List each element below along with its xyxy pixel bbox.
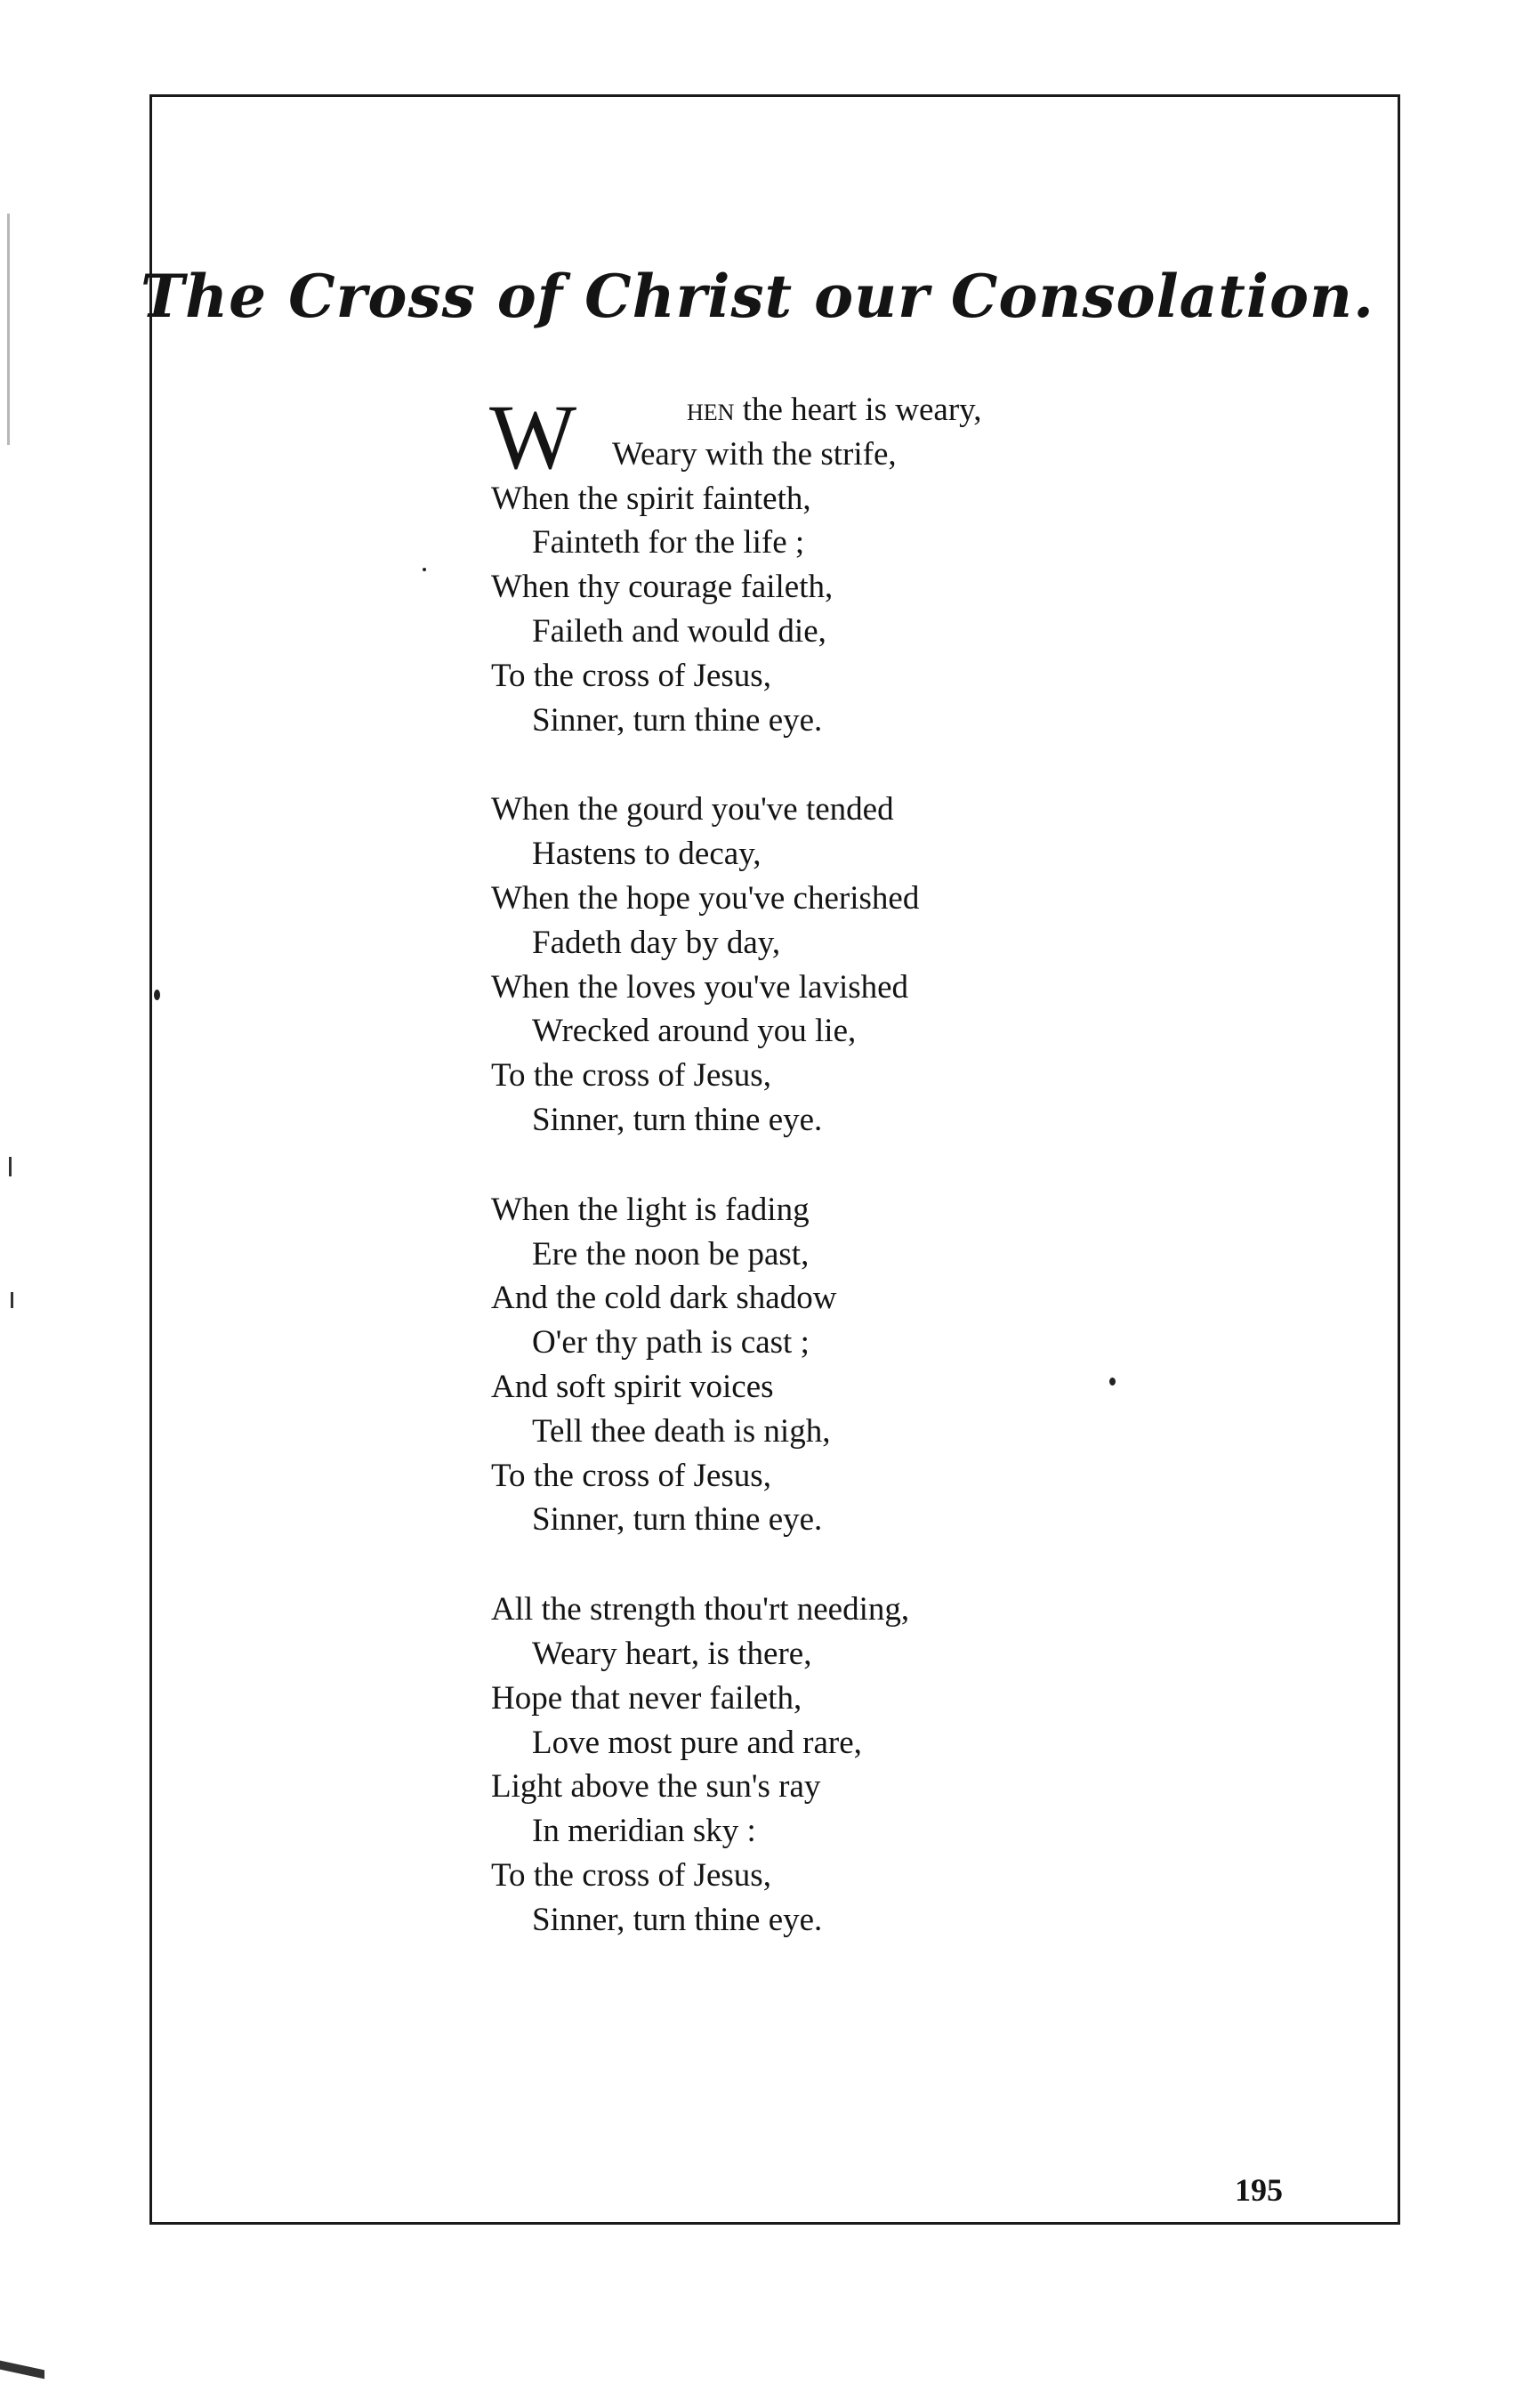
page-number: 195 (1235, 2172, 1283, 2208)
poem-line: Hope that never faileth, (491, 1679, 802, 1717)
stanza-4 (491, 1588, 1114, 1942)
poem-title: The Cross of Christ our Consolation. (141, 262, 1374, 331)
poem-line: To the cross of Jesus, (491, 1057, 771, 1095)
scan-speck (154, 990, 160, 1000)
poem-line: In meridian sky : (532, 1813, 756, 1850)
poem-line: Wrecked around you lie, (532, 1013, 857, 1050)
poem-line: Tell thee death is nigh, (532, 1412, 831, 1450)
poem-line: Sinner, turn thine eye. (532, 1501, 823, 1539)
poem-line: Sinner, turn thine eye. (532, 1901, 823, 1938)
poem-line: Love most pure and rare, (532, 1724, 862, 1761)
scan-speck (423, 568, 426, 571)
poem-line: Fainteth for the life ; (532, 524, 805, 562)
poem-line: Hastens to decay, (532, 836, 762, 873)
first-line-after: the heart is weary, (734, 392, 982, 428)
poem-line: When the spirit fainteth, (491, 480, 811, 517)
poem-line: All the strength thou'rt needing, (491, 1591, 910, 1628)
poem-line: Light above the sun's ray (491, 1768, 821, 1806)
poem-line: Weary heart, is there, (532, 1635, 812, 1672)
stanza-2 (491, 788, 1114, 1142)
scan-edge-mark (7, 214, 10, 445)
scan-edge-mark (11, 1292, 13, 1308)
first-word-rest: hen (687, 392, 735, 428)
scan-speck (1109, 1378, 1116, 1386)
poem-line: And soft spirit voices (491, 1368, 774, 1405)
drop-cap: W (489, 386, 577, 489)
poem-line: Faileth and would die, (532, 612, 826, 650)
scan-edge-mark (0, 2361, 44, 2380)
poem-line: And the cold dark shadow (491, 1280, 837, 1317)
poem-line: When the loves you've lavished (491, 968, 909, 1006)
stanza-3 (491, 1188, 1114, 1542)
poem-line: When the gourd you've tended (491, 791, 894, 828)
scan-edge-mark (9, 1157, 12, 1176)
poem-body (491, 388, 1114, 1988)
poem-line: Ere the noon be past, (532, 1235, 810, 1273)
poem-line: To the cross of Jesus, (491, 657, 771, 694)
poem-line: O'er thy path is cast ; (532, 1324, 810, 1362)
poem-line: When thy courage faileth, (491, 569, 834, 606)
poem-line: Fadeth day by day, (532, 924, 781, 961)
poem-line: Weary with the strife, (612, 435, 897, 473)
poem-line: To the cross of Jesus, (491, 1457, 771, 1494)
poem-line: When the light is fading (491, 1191, 810, 1228)
poem-line: To the cross of Jesus, (491, 1856, 771, 1894)
poem-line: Sinner, turn thine eye. (532, 701, 823, 739)
stanza-1 (491, 388, 1114, 742)
poem-line: Sinner, turn thine eye. (532, 1101, 823, 1138)
poem-line: When the hope you've cherished (491, 879, 920, 917)
